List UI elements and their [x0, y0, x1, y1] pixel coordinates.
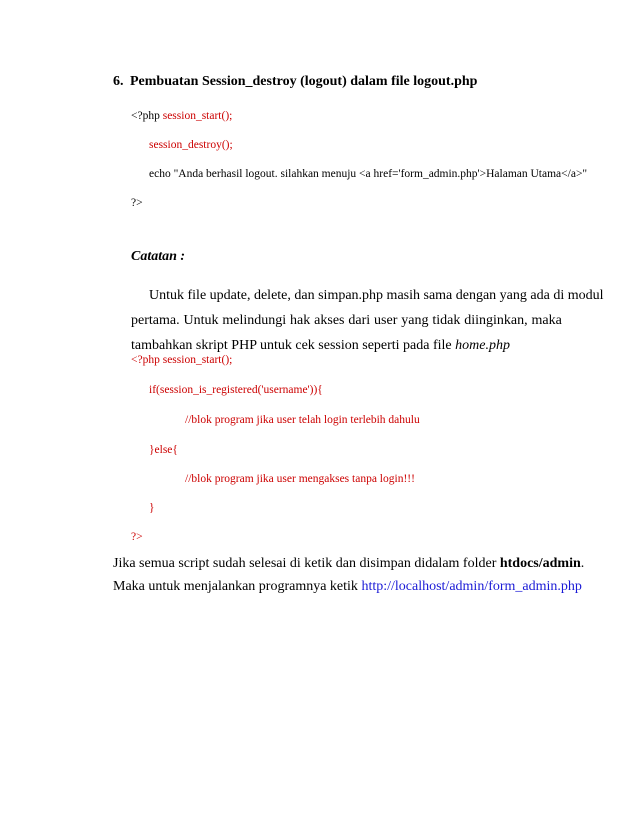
footer-line-1-text: Jika semua script sudah selesai di ketik dan disimpan didalam folder — [113, 556, 500, 571]
note-word: tidak — [432, 313, 461, 328]
note-word: maka — [531, 313, 562, 328]
note-paragraph-line-1: Untuk file update, delete, dan simpan.php masih sama dengan yang ada di modul — [149, 288, 604, 303]
note-word: akses — [314, 313, 345, 328]
logout-code-line-1 — [131, 111, 232, 123]
section-heading — [113, 75, 477, 89]
note-paragraph-line-3 — [131, 339, 510, 353]
localhost-link[interactable]: http://localhost/admin/form_admin.php — [361, 579, 582, 594]
note-word: melindungi — [222, 313, 287, 328]
note-word: Untuk — [183, 313, 219, 328]
session-code-line-7: ?> — [131, 531, 143, 543]
footer-line-1-end: . — [580, 556, 585, 571]
note-word: hak — [290, 313, 311, 328]
section-title: Pembuatan Session_destroy (logout) dalam file logout.php — [130, 74, 478, 89]
session-code-line-2: if(session_is_registered('username')){ — [149, 384, 323, 396]
note-paragraph-line-3-text: tambahkan skript PHP untuk cek session seperti pada file — [131, 338, 456, 353]
note-word: yang — [401, 313, 429, 328]
logout-code-line-4: ?> — [131, 197, 143, 209]
footer-folder: htdocs/admin — [499, 556, 581, 571]
note-file-name: home.php — [455, 338, 510, 353]
footer-line-1 — [113, 557, 584, 571]
code-session-start: session_start(); — [162, 110, 233, 122]
session-code-line-4: }else{ — [149, 444, 178, 456]
session-code-line-3: //blok program jika user telah login terlebih dahulu — [185, 414, 420, 426]
footer-line-2 — [113, 580, 582, 594]
logout-code-line-2: session_destroy(); — [149, 139, 233, 151]
session-code-line-5: //blok program jika user mengakses tanpa login!!! — [185, 473, 415, 485]
section-number: 6. — [113, 74, 124, 89]
note-word: dari — [348, 313, 371, 328]
note-paragraph-line-2 — [131, 314, 562, 328]
note-title: Catatan : — [131, 249, 186, 264]
session-code-line-6: } — [149, 502, 155, 514]
note-word: pertama. — [131, 313, 180, 328]
note-word: user — [374, 313, 398, 328]
session-code-line-1: <?php session_start(); — [131, 354, 233, 366]
footer-line-2-text: Maka untuk menjalankan programnya ketik — [113, 579, 362, 594]
logout-code-line-3: echo "Anda berhasil logout. silahkan menuju <a href='form_admin.php'>Halaman Utama</a>" — [149, 168, 588, 180]
note-word: diinginkan, — [464, 313, 528, 328]
code-php-open: <?php — [131, 110, 163, 122]
